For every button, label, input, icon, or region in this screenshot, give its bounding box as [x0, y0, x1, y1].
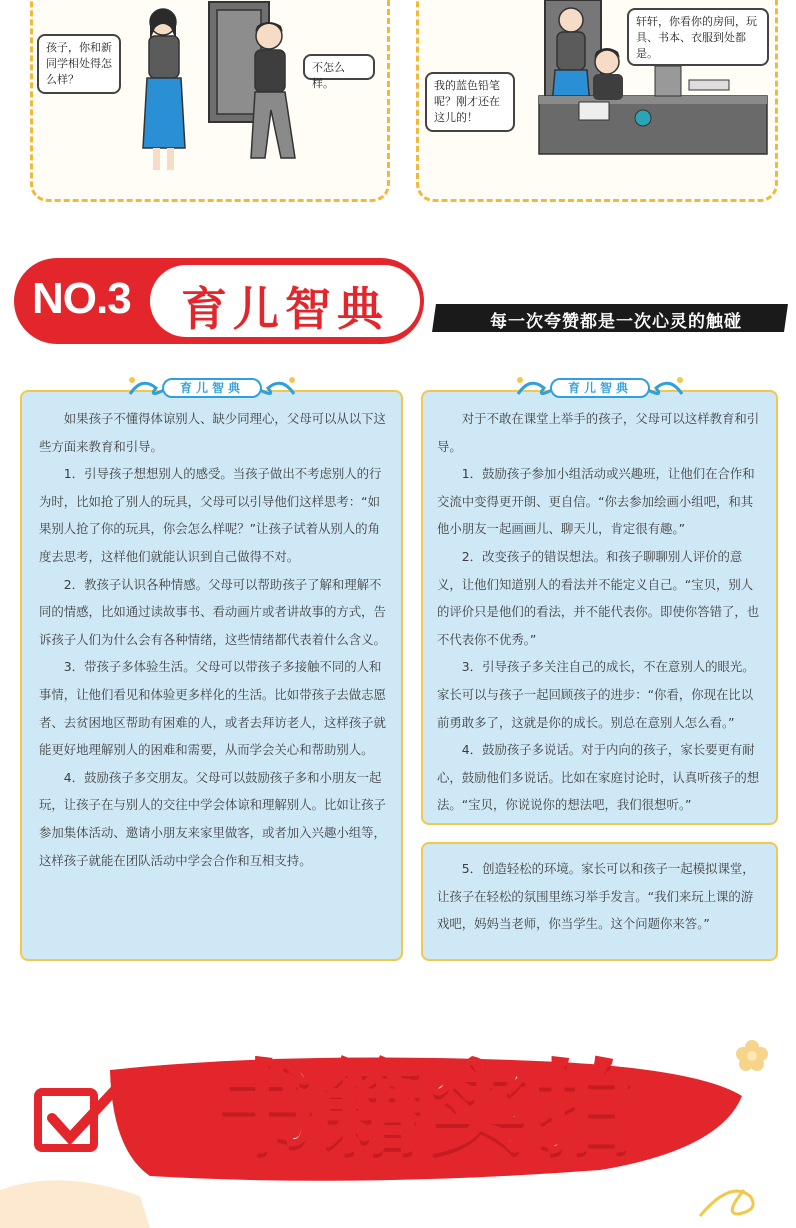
tip-paragraph: 1．鼓励孩子参加小组活动或兴趣班，让他们在合作和交流中变得更开朗、更自信。“你去参加绘画小组吧，和其他小朋友一起画画儿、聊天儿，肯定很有趣。”: [437, 466, 755, 537]
tip-paragraph: 对于不敢在课堂上举手的孩子，父母可以这样教育和引导。: [437, 411, 760, 454]
flower-icon: [736, 1040, 768, 1071]
slogan-text: 每一次夸赞都是一次心灵的触碰: [490, 312, 742, 332]
tip-paragraph: 4．鼓励孩子多说话。对于内向的孩子，家长要更有耐心，鼓励他们多说话。比如在家庭讨论时，认真听孩子的想法。“宝贝，你说说你的想法吧，我们很想听。”: [437, 742, 760, 813]
ribbon-tag: [122, 370, 302, 406]
tip-paragraph: 3．引导孩子多关注自己的成长，不在意别人的眼光。家长可以与孩子一起回顾孩子的进步：“你看，你现在比以前勇敢多了，这就是你的成长。别总在意别人怎么看。”: [437, 659, 755, 730]
parenting-tips-box-right-extra: [421, 842, 778, 961]
section-title: 育儿智典: [181, 282, 389, 336]
comic-panel-left: [30, 0, 390, 202]
ribbon-label: 育儿智典: [550, 378, 650, 398]
boy-speech-bubble: 不怎么样。: [303, 54, 375, 80]
section-title-pill: [150, 265, 420, 337]
parenting-tips-box-left: [20, 390, 403, 961]
mother-speech-bubble: 孩子，你和新同学相处得怎么样？: [37, 34, 121, 94]
ribbon-label: 育儿智典: [162, 378, 262, 398]
tip-paragraph: 3．带孩子多体验生活。父母可以带孩子多接触不同的人和事情，让他们看见和体验更多样化的生活。比如带孩子去做志愿者、去贫困地区帮助有困难的人，或者去拜访老人，这样孩子就能更好地理解别人的困难和需要，从而学会关心和帮助别人。: [39, 659, 386, 758]
photo-section-title: 书籍实拍: [217, 1052, 642, 1166]
ribbon-tag: [510, 370, 690, 406]
tip-paragraph: 5．创造轻松的环境。家长可以和孩子一起模拟课堂，让孩子在轻松的氛围里练习举手发言。“我们来玩上课的游戏吧，妈妈当老师，你当学生。这个问题你来答。”: [437, 861, 755, 932]
tip-paragraph: 如果孩子不懂得体谅别人、缺少同理心，父母可以从以下这些方面来教育和引导。: [39, 411, 386, 454]
mother-and-son-doorway-illustration: [33, 0, 390, 202]
mother-speech-bubble: 轩轩，你看你的房间，玩具、书本、衣服到处都是。: [627, 8, 769, 66]
tip-paragraph: 1．引导孩子想想别人的感受。当孩子做出不考虑别人的行为时，比如抢了别人的玩具，父母可以引导他们这样思考：“如果别人抢了你的玩具，你会怎么样呢？”让孩子试着从别人的角度去思考，这样他们就能认识到自己做得不对。: [39, 466, 382, 564]
tip-paragraph: 2．教孩子认识各种情感。父母可以帮助孩子了解和理解不同的情感，比如通过读故事书、看动画片或者讲故事的方式，告诉孩子人们为什么会有各种情绪，这些情绪都代表着什么含义。: [39, 576, 386, 647]
parenting-tips-box-right: [421, 390, 778, 825]
section-header: [14, 258, 786, 344]
comic-panel-right: [416, 0, 778, 202]
section-number: NO.3: [32, 274, 131, 323]
checkbox-icon: [22, 1068, 142, 1168]
boy-speech-bubble: 我的蓝色铅笔呢？刚才还在这儿的！: [425, 72, 515, 132]
tip-paragraph: 2．改变孩子的错误想法。和孩子聊聊别人评价的意义，让他们知道别人的看法并不能定义自己。“宝贝，别人的评价只是他们的看法，并不能代表你。即使你答错了，也不代表你不优秀。”: [437, 548, 760, 647]
tip-paragraph: 4．鼓励孩子多交朋友。父母可以鼓励孩子多和小朋友一起玩，让孩子在与别人的交往中学会体谅和理解别人。比如让孩子参加集体活动、邀请小朋友来家里做客，或者加入兴趣小组等，这样孩子就能在团队活动中学会合作和互相支持。: [39, 769, 386, 868]
